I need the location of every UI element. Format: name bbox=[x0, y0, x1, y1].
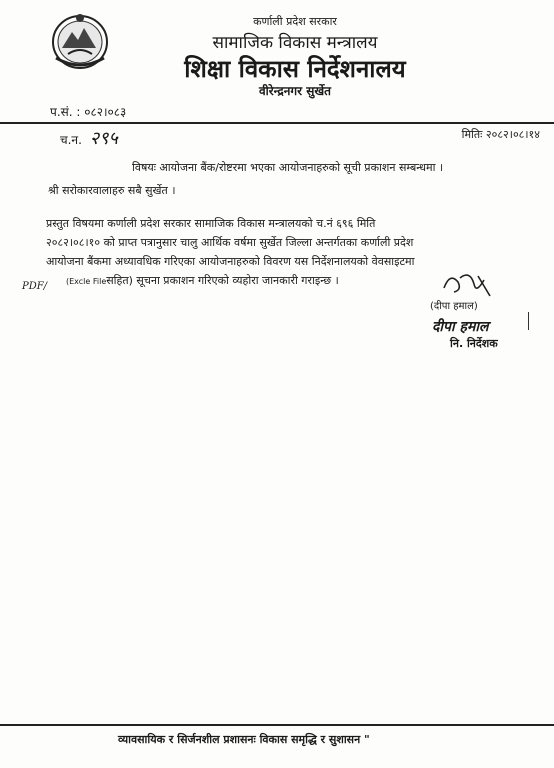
body-line: सहित) सूचना प्रकाशन गरिएको व्यहोरा जानकारी गराइन्छ । bbox=[106, 274, 339, 287]
dispatch-number: २९५ bbox=[89, 128, 118, 149]
letter-body bbox=[46, 214, 506, 291]
body-line-last bbox=[46, 271, 506, 291]
directorate-name: शिक्षा विकास निर्देशनालय bbox=[184, 55, 406, 83]
nepal-emblem-icon bbox=[48, 8, 112, 72]
signatory-name-signed: (दीपा हमाल) bbox=[430, 301, 478, 312]
letter-date: मितिः २०८२।०८।१४ bbox=[461, 128, 540, 141]
body-line: आयोजना बैंकमा अध्यावधिक गरिएका आयोजनाहरुको विवरण यस निर्देशनालयको वेवसाइटमा bbox=[46, 255, 415, 268]
signatory-designation: नि. निर्देशक bbox=[450, 337, 498, 350]
body-line: प्रस्तुत विषयमा कर्णाली प्रदेश सरकार सामाजिक विकास मन्त्रालयको च.नं ६९६ मिति bbox=[46, 217, 376, 230]
footer-divider bbox=[0, 724, 554, 726]
footer-slogan: व्यावसायिक र सिर्जनशील प्रशासनः विकास समृद्धि र सुशासन " bbox=[118, 733, 370, 746]
excel-note: (Excle File bbox=[66, 277, 107, 286]
dispatch-number-block bbox=[60, 126, 118, 150]
signatory-name: दीपा हमाल bbox=[432, 319, 489, 335]
letter-recipient: श्री सरोकारवालाहरु सबै सुर्खेत । bbox=[48, 184, 176, 197]
province-name: कर्णाली प्रदेश सरकार bbox=[253, 15, 337, 28]
handwritten-pdf-note: PDF/ bbox=[22, 281, 48, 292]
letter-subject: विषयः आयोजना बैंक/रोष्टरमा भएका आयोजनाहरुको सूची प्रकाशन सम्बन्धमा । bbox=[132, 161, 444, 174]
header-divider bbox=[0, 122, 554, 124]
fiscal-year: प.सं. : ०८२।०८३ bbox=[50, 105, 127, 119]
margin-mark bbox=[528, 312, 529, 330]
ministry-name: सामाजिक विकास मन्त्रालय bbox=[212, 33, 378, 53]
body-line: २०८२।०८।१० को प्राप्त पत्रानुसार चालु आर्थिक वर्षमा सुर्खेत जिल्ला अन्तर्गतका कर्णाली प्रदेश bbox=[46, 236, 414, 249]
dispatch-label: च.न. bbox=[60, 133, 82, 147]
signature-scribble bbox=[440, 268, 500, 302]
office-location: वीरेन्द्रनगर सुर्खेत bbox=[258, 84, 332, 98]
